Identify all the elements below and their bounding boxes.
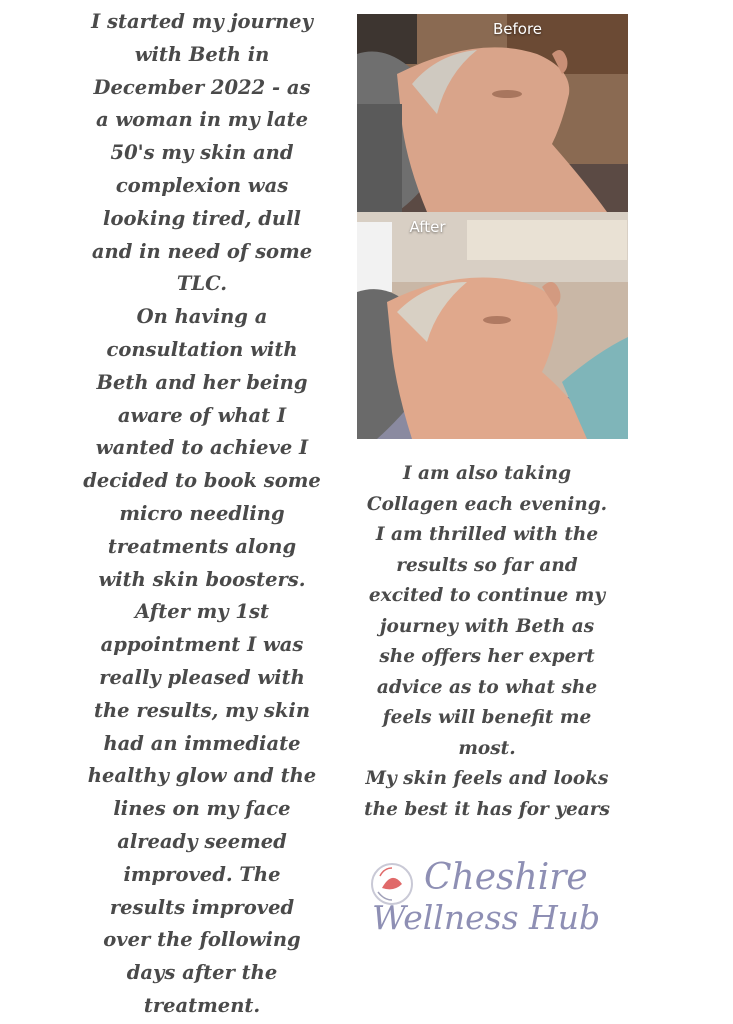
after-photo bbox=[357, 212, 628, 439]
testimonial-line: journey with Beth as bbox=[379, 615, 595, 637]
testimonial-line: excited to continue my bbox=[368, 585, 606, 606]
testimonial-line: treatments along bbox=[107, 534, 297, 558]
testimonial-line: Beth and her being bbox=[96, 370, 308, 394]
testimonial-line: feels will benefit me bbox=[382, 707, 592, 728]
testimonial-line: Collagen each evening. bbox=[366, 493, 608, 515]
testimonial-line: lines on my face bbox=[113, 797, 291, 821]
testimonial-line: and in need of some bbox=[91, 239, 313, 263]
testimonial-line: results so far and bbox=[396, 554, 578, 576]
testimonial-line: over the following bbox=[103, 928, 301, 952]
testimonial-line: days after the bbox=[126, 961, 278, 985]
testimonial-right bbox=[356, 459, 618, 825]
testimonial-line: I am also taking bbox=[402, 463, 572, 484]
testimonial-line: treatment. bbox=[143, 993, 261, 1017]
testimonial-line: a woman in my late bbox=[95, 108, 309, 132]
testimonial-line: My skin feels and looks bbox=[365, 768, 609, 789]
cheshire-wellness-hub-logo bbox=[370, 858, 610, 948]
testimonial-line: complexion was bbox=[115, 173, 289, 197]
logo-line-2: Wellness Hub bbox=[372, 898, 601, 937]
after-label: After bbox=[409, 218, 446, 236]
testimonial-line: she offers her expert bbox=[379, 646, 595, 667]
before-photo bbox=[357, 14, 628, 212]
testimonial-line: decided to book some bbox=[83, 469, 321, 493]
testimonial-left bbox=[78, 6, 326, 1023]
testimonial-line: healthy glow and the bbox=[87, 764, 317, 788]
testimonial-line: with skin boosters. bbox=[98, 567, 306, 591]
testimonial-line: TLC. bbox=[176, 272, 228, 296]
testimonial-line: results improved bbox=[109, 895, 295, 919]
testimonial-line: with Beth in bbox=[134, 42, 270, 66]
testimonial-line: had an immediate bbox=[103, 731, 301, 755]
logo-wordmark bbox=[372, 857, 601, 938]
testimonial-line: On having a bbox=[136, 305, 268, 329]
testimonial-line: After my 1st bbox=[135, 600, 269, 624]
testimonial-line: aware of what I bbox=[117, 403, 287, 427]
testimonial-line: I started my journey bbox=[91, 10, 313, 33]
testimonial-line: really pleased with bbox=[99, 665, 305, 689]
testimonial-line: most. bbox=[458, 737, 516, 759]
testimonial-line: already seemed bbox=[117, 829, 287, 853]
testimonial-line: micro needling bbox=[119, 501, 285, 525]
testimonial-line: advice as to what she bbox=[376, 676, 598, 698]
testimonial-line: I am thrilled with the bbox=[375, 524, 599, 545]
testimonial-line: consultation with bbox=[106, 337, 298, 361]
testimonial-line: December 2022 - as bbox=[93, 75, 311, 99]
testimonial-line: 50's my skin and bbox=[110, 141, 294, 165]
logo-line-1: Cheshire bbox=[424, 857, 588, 898]
testimonial-line: improved. The bbox=[123, 862, 281, 886]
testimonial-line: the best it has for years bbox=[364, 798, 610, 820]
testimonial-line: the results, my skin bbox=[93, 698, 310, 722]
before-label: Before bbox=[492, 20, 543, 38]
testimonial-line: looking tired, dull bbox=[103, 206, 301, 230]
testimonial-line: appointment I was bbox=[100, 633, 304, 657]
testimonial-line: wanted to achieve I bbox=[95, 436, 309, 460]
